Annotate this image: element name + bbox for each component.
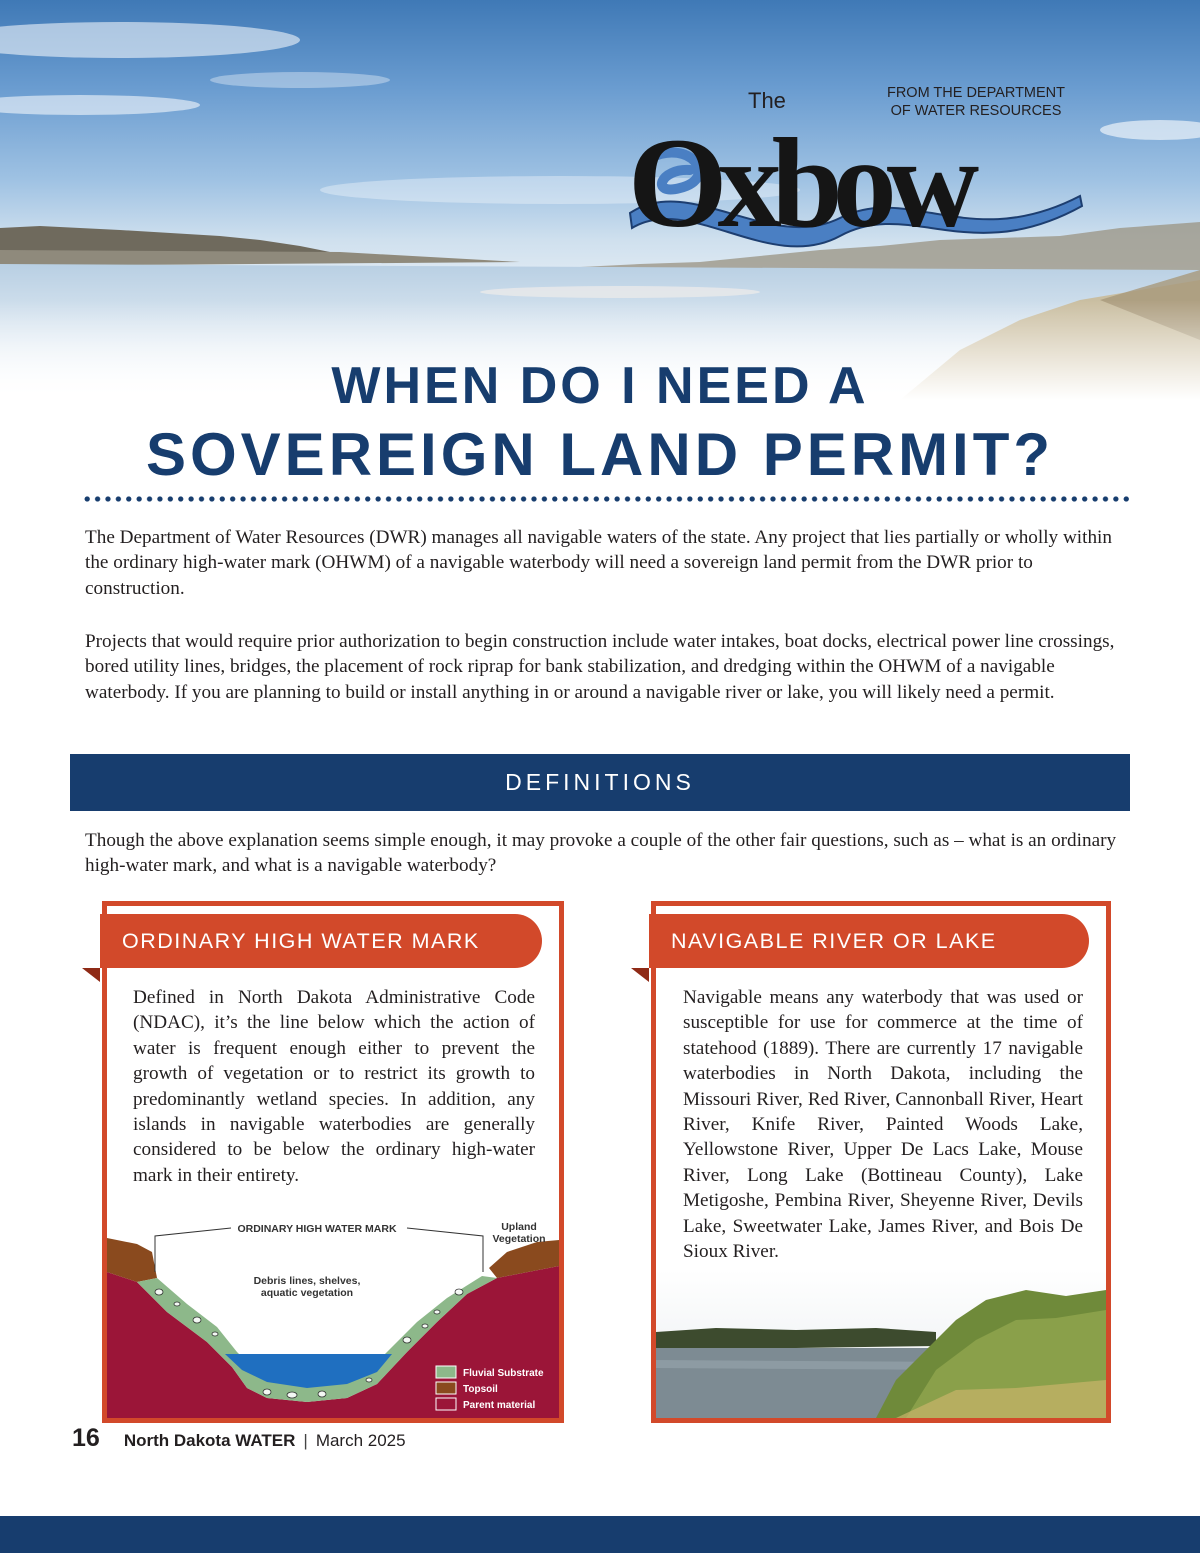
oxbow-masthead	[620, 78, 1090, 268]
ohwm-cross-section-diagram	[107, 1212, 559, 1418]
page-number: 16	[72, 1424, 100, 1452]
page-title-line1: WHEN DO I NEED A	[331, 357, 869, 415]
bottom-bar	[0, 1516, 1200, 1553]
ohwm-heading: ORDINARY HIGH WATER MARK	[100, 914, 542, 968]
diagram-upland-label-1: Upland	[501, 1221, 537, 1233]
intro-paragraph-1: The Department of Water Resources (DWR) manages all navigable waters of the state. Any project that lies partially or wholly within the ordinary high-water mark (OHWM) of a navigable waterbody will need a sovereign land permit from the DWR prior to construction.	[85, 527, 1112, 599]
river-bank-photo	[656, 1270, 1106, 1418]
diagram-debris-label-2: aquatic vegetation	[260, 1287, 354, 1299]
masthead-the: The	[748, 88, 786, 113]
masthead-department-line2: OF WATER RESOURCES	[890, 103, 1062, 119]
legend-parent-material: Parent material	[463, 1400, 536, 1411]
diagram-debris-label-1: Debris lines, shelves,	[253, 1275, 361, 1287]
navigable-heading: NAVIGABLE RIVER OR LAKE	[649, 914, 1089, 968]
diagram-ohwm-label: ORDINARY HIGH WATER MARK	[237, 1223, 397, 1235]
legend-fluvial-substrate: Fluvial Substrate	[463, 1368, 544, 1379]
dotted-divider	[82, 495, 1130, 503]
intro-paragraph-2: Projects that would require prior authorization to begin construction include water intakes, boat docks, electrical power line crossings, bored utility lines, bridges, the placement of rock riprap for bank stabilization, and dredging within the OHWM of a navigable waterbody. If you are planning to build or install anything in or around a navigable river or lake, you will likely need a permit.	[85, 631, 1115, 703]
navigable-text: Navigable means any waterbody that was used or susceptible for use for commerce at the time of statehood (1889). There are currently 17 navigable waterbodies in North Dakota, including the Missouri River, Red River, Cannonball River, Heart River, Knife River, Painted Woods Lake, Yellowstone River, Upper De Lacs Lake, Mouse River, Long Lake (Bottineau County), Lake Metigoshe, Pembina River, Sheyenne River, Devils Lake, Sweetwater Lake, James River, and Bois De Sioux River.	[683, 987, 1083, 1263]
definitions-banner	[70, 754, 1130, 811]
publication-name: North Dakota WATER	[123, 1431, 296, 1450]
masthead-title: Oxbow	[628, 112, 970, 254]
hero-photo	[0, 0, 1200, 400]
definitions-intro: Though the above explanation seems simple enough, it may provoke a couple of the other fair questions, such as – what is an ordinary high-water mark, and what is a navigable waterbody?	[85, 830, 1117, 877]
ohwm-ribbon-fold	[82, 968, 100, 982]
issue-date: March 2025	[315, 1431, 406, 1450]
diagram-upland-label-2: Vegetation	[492, 1233, 546, 1245]
page-footer	[72, 1424, 406, 1454]
masthead-department-line1: FROM THE DEPARTMENT	[886, 85, 1066, 101]
legend-topsoil: Topsoil	[463, 1384, 498, 1395]
page-title-line2: SOVEREIGN LAND PERMIT?	[145, 421, 1055, 488]
footer-separator: |	[303, 1431, 308, 1450]
navigable-ribbon-fold	[631, 968, 649, 982]
ohwm-text: Defined in North Dakota Administrative Code (NDAC), it’s the line below which the action of water is frequent enough either to prevent the growth of vegetation or to restrict its growth to predominantly wetland species. In addition, any islands in navigable waterbodies are generally considered to be below the ordinary high-water mark in their entirety.	[133, 987, 535, 1186]
definitions-heading: DEFINITIONS	[505, 769, 695, 795]
